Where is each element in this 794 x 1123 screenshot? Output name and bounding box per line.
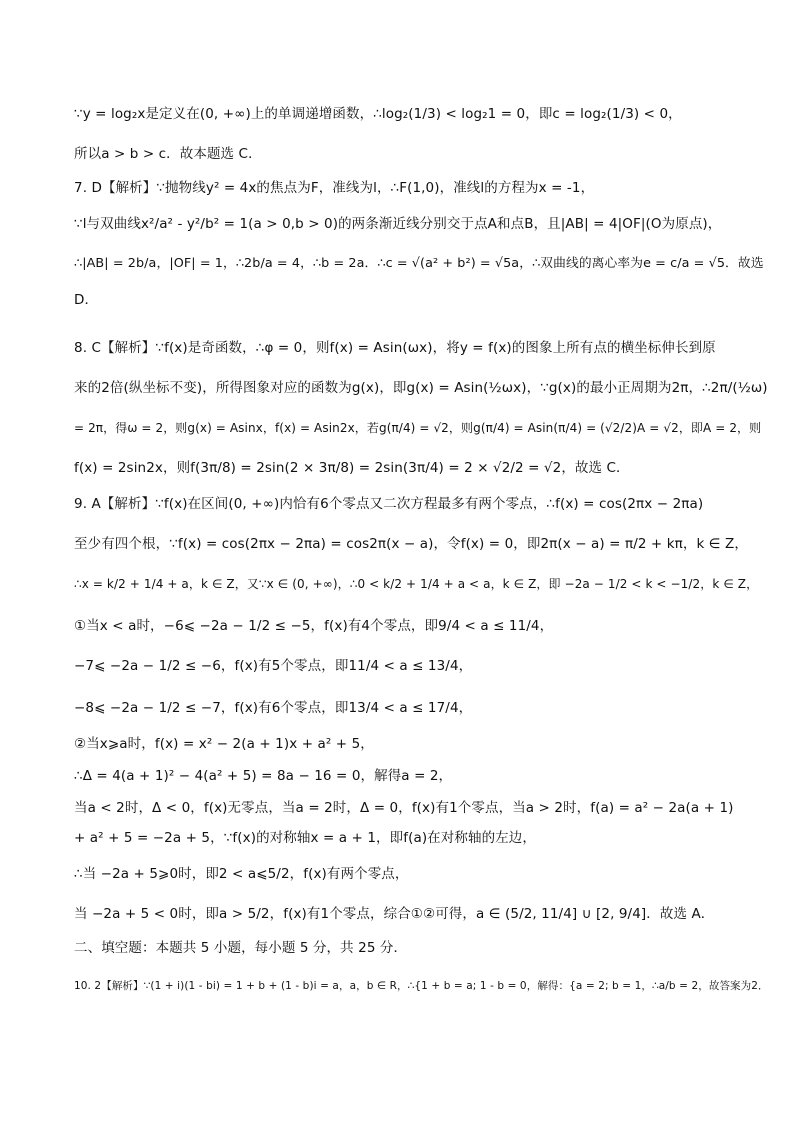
text-line-2: 所以a > b > c．故本题选 C． [74,146,262,162]
text-line-3: 7. D【解析】∵抛物线y² = 4x的焦点为F，准线为l，∴F(1,0)，准线l的方程为x = -1， [74,180,595,196]
text-line-19: 当a < 2时，Δ < 0，f(x)无零点，当a = 2时，Δ = 0，f(x)有1个零点，当a > 2时，f(a) = a² − 2a(a + 1) [74,800,734,816]
text-line-24: 10. 2【解析】∵(1 + i)(1 - bi) = 1 + b + (1 - b)i = a，a，b ∈ R，∴{1 + b = a; 1 - b = 0，解得：{a = 2; b = 1，∴a/b = 2，故答案为2． [74,980,769,992]
text-line-22: 当 −2a + 5 < 0时，即a > 5/2，f(x)有1个零点，综合①②可得，a ∈ (5/2, 11/4] ∪ [2, 9/4]．故选 A． [74,906,715,922]
text-line-13: ∴x = k/2 + 1/4 + a，k ∈ Z，又∵x ∈ (0, +∞)，∴0 < k/2 + 1/4 + a < a，k ∈ Z，即 −2a − 1/2 < k < −1/2，k ∈ Z， [74,577,759,591]
text-line-20: + a² + 5 = −2a + 5，∵f(x)的对称轴x = a + 1，即f(a)在对称轴的左边， [74,830,536,846]
text-line-11: 9. A【解析】∵f(x)在区间(0, +∞)内恰有6个零点又二次方程最多有两个零点，∴f(x) = cos(2πx − 2πa) [74,496,704,512]
text-line-4: ∵l与双曲线x²/a² - y²/b² = 1(a > 0,b > 0)的两条渐近线分别交于点A和点B，且|AB| = 4|OF|(O为原点)， [74,216,722,232]
text-line-7: 8. C【解析】∵f(x)是奇函数，∴φ = 0，则f(x) = Asin(ωx)，将y = f(x)的图象上所有点的横坐标伸长到原 [74,340,716,356]
text-line-18: ∴Δ = 4(a + 1)² − 4(a² + 5) = 8a − 16 = 0，解得a = 2， [74,768,453,784]
text-line-6: D． [74,292,99,308]
text-line-1: ∵y = log₂x是定义在(0, +∞)上的单调递增函数，∴log₂(1/3) < log₂1 = 0，即c = log₂(1/3) < 0， [74,106,682,122]
text-line-15: −7⩽ −2a − 1/2 ≤ −6，f(x)有5个零点，即11/4 < a ≤ 13/4， [74,658,473,674]
text-line-23: 二、填空题：本题共 5 小题，每小题 5 分，共 25 分． [74,940,408,956]
text-line-17: ②当x⩾a时，f(x) = x² − 2(a + 1)x + a² + 5， [74,736,374,752]
text-line-21: ∴当 −2a + 5⩾0时，即2 < a⩽5/2，f(x)有两个零点， [74,866,409,882]
text-line-16: −8⩽ −2a − 1/2 ≤ −7，f(x)有6个零点，即13/4 < a ≤ 17/4， [74,700,473,716]
text-line-14: ①当x < a时，−6⩽ −2a − 1/2 ≤ −5，f(x)有4个零点，即9/4 < a ≤ 11/4， [74,618,554,634]
text-line-5: ∴|AB| = 2b/a，|OF| = 1，∴2b/a = 4，∴b = 2a．∴c = √(a² + b²) = √5a，∴双曲线的离心率为e = c/a = √5．故选 [74,256,764,271]
text-line-9: = 2π，得ω = 2，则g(x) = Asinx，f(x) = Asin2x，若g(π/4) = √2，则g(π/4) = Asin(π/4) = (√2/2)A = √2，即A = 2，则 [74,421,762,435]
text-line-8: 来的2倍(纵坐标不变)，所得图象对应的函数为g(x)，即g(x) = Asin(½ωx)，∵g(x)的最小正周期为2π，∴2π/(½ω) [74,380,768,396]
text-line-10: f(x) = 2sin2x，则f(3π/8) = 2sin(2 × 3π/8) = 2sin(3π/4) = 2 × √2/2 = √2，故选 C． [74,460,630,476]
text-line-12: 至少有四个根，∵f(x) = cos(2πx − 2πa) = cos2π(x − a)，令f(x) = 0，即2π(x − a) = π/2 + kπ，k ∈ Z， [74,536,748,552]
